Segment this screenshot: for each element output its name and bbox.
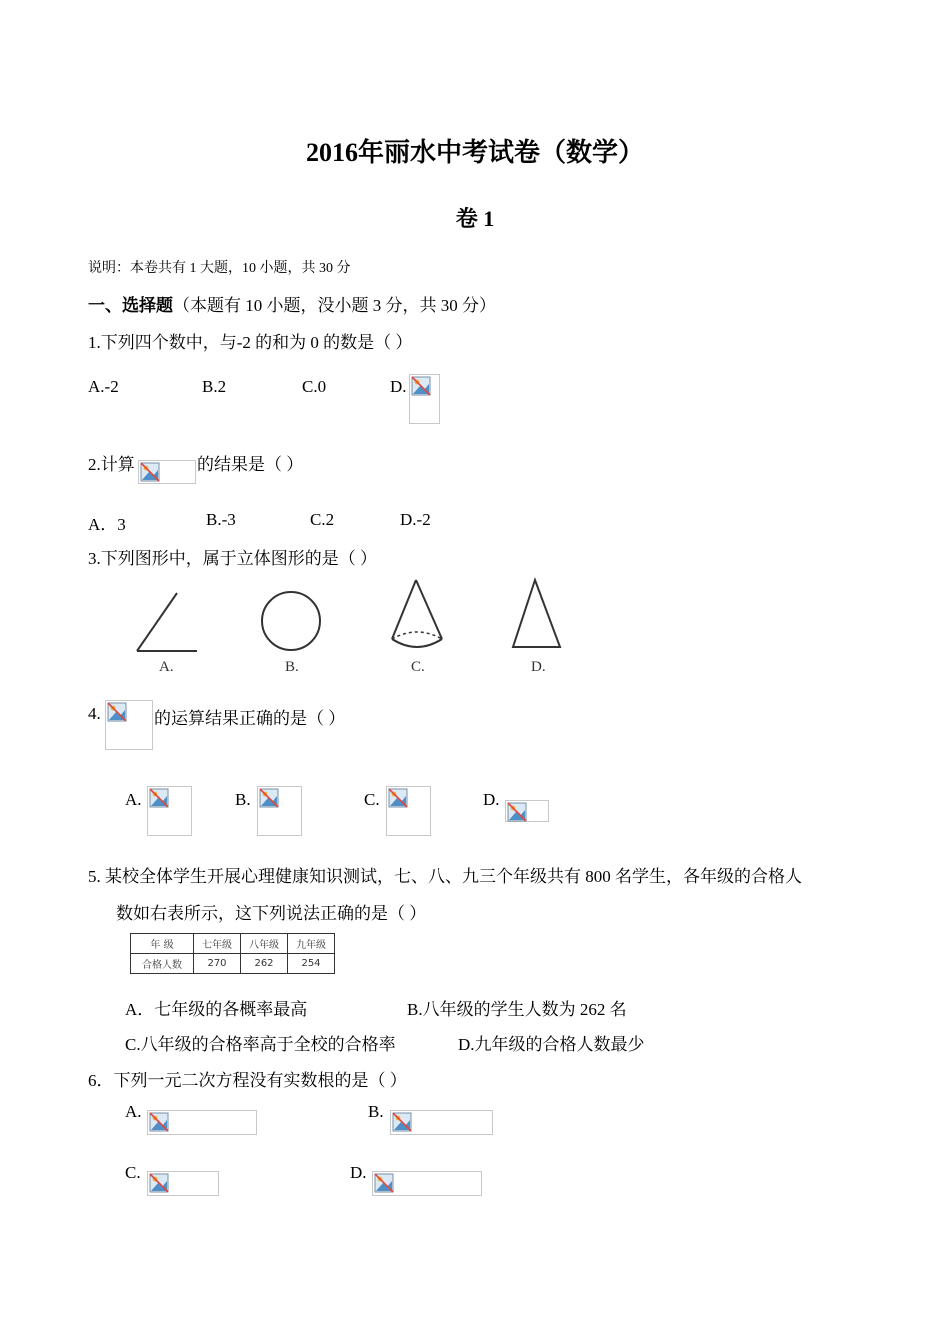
paper-subtitle: 卷 1 (455, 206, 495, 231)
q5-option-a: A．七年级的各概率最高 (125, 1000, 308, 1019)
broken-image-icon (257, 786, 302, 836)
broken-image-icon (147, 1171, 219, 1196)
table-cell: 八年级 (241, 934, 288, 954)
q1-option-b: B.2 (202, 377, 227, 396)
table-row (131, 934, 335, 954)
section-title: 一、选择题 (88, 296, 173, 315)
figure-circle (262, 592, 320, 650)
figure-label-b: B. (285, 659, 299, 675)
q6-option-c: C. (125, 1163, 141, 1182)
section-info: （本题有 10 小题，没小题 3 分，共 30 分） (173, 296, 496, 315)
q1-option-c: C.0 (302, 377, 327, 396)
q2-option-b: B.-3 (206, 510, 236, 529)
figure-angle (137, 593, 197, 651)
page-title: 2016年丽水中考试卷（数学） (305, 138, 644, 167)
figure-cone (392, 580, 442, 647)
q4-option-b: B. (235, 790, 251, 809)
q4-option-d: D. (483, 790, 500, 809)
broken-image-icon (147, 1110, 257, 1135)
question-2-stem-start: 2.计算 (88, 455, 135, 474)
table-cell: 254 (288, 954, 335, 974)
table-cell: 270 (194, 954, 241, 974)
question-2-stem-end: 的结果是（ ） (197, 455, 304, 474)
question-6-stem: 6．下列一元二次方程没有实数根的是（ ） (88, 1071, 407, 1090)
figure-label-c: C. (411, 659, 425, 675)
broken-image-icon (386, 786, 431, 836)
table-row (131, 954, 335, 974)
figure-label-d: D. (531, 659, 546, 675)
section-heading (88, 291, 496, 316)
broken-image-icon (390, 1110, 493, 1135)
q6-option-b: B. (368, 1102, 384, 1121)
table-cell: 年 级 (131, 934, 194, 954)
table-cell: 九年级 (288, 934, 335, 954)
question-4-stem-start: 4. (88, 704, 101, 723)
q2-option-a: A．3 (88, 515, 126, 534)
broken-image-icon (105, 700, 153, 750)
q5-option-b: B.八年级的学生人数为 262 名 (407, 1000, 627, 1019)
question-4-stem-end: 的运算结果正确的是（ ） (154, 709, 346, 728)
geometry-figures (125, 575, 585, 680)
question-1-stem: 1.下列四个数中，与-2 的和为 0 的数是（ ） (88, 333, 413, 352)
table-cell: 262 (241, 954, 288, 974)
q5-option-c: C.八年级的合格率高于全校的合格率 (125, 1035, 396, 1054)
table-cell: 合格人数 (131, 954, 194, 974)
q6-option-a: A. (125, 1102, 142, 1121)
figure-triangle (513, 580, 560, 647)
pass-count-table (130, 933, 335, 974)
broken-image-icon (409, 374, 440, 424)
question-3-stem: 3.下列图形中，属于立体图形的是（ ） (88, 549, 377, 568)
table-cell: 七年级 (194, 934, 241, 954)
q6-option-d: D. (350, 1163, 367, 1182)
q4-option-a: A. (125, 790, 142, 809)
broken-image-icon (505, 800, 549, 822)
question-5-stem-line2: 数如右表所示，这下列说法正确的是（ ） (116, 904, 427, 923)
q1-option-a: A.-2 (88, 377, 119, 396)
q2-option-d: D.-2 (400, 510, 431, 529)
q2-option-c: C.2 (310, 510, 335, 529)
q4-option-c: C. (364, 790, 380, 809)
broken-image-icon (147, 786, 192, 836)
broken-image-icon (138, 460, 196, 484)
broken-image-icon (372, 1171, 482, 1196)
q1-option-d: D. (390, 377, 407, 396)
figure-label-a: A. (159, 659, 174, 675)
question-5-stem-line1: 5. 某校全体学生开展心理健康知识测试，七、八、九三个年级共有 800 名学生，各年级的合格人 (88, 867, 802, 886)
paper-note: 说明：本卷共有 1 大题，10 小题，共 30 分 (88, 261, 351, 276)
q5-option-d: D.九年级的合格人数最少 (458, 1035, 645, 1054)
